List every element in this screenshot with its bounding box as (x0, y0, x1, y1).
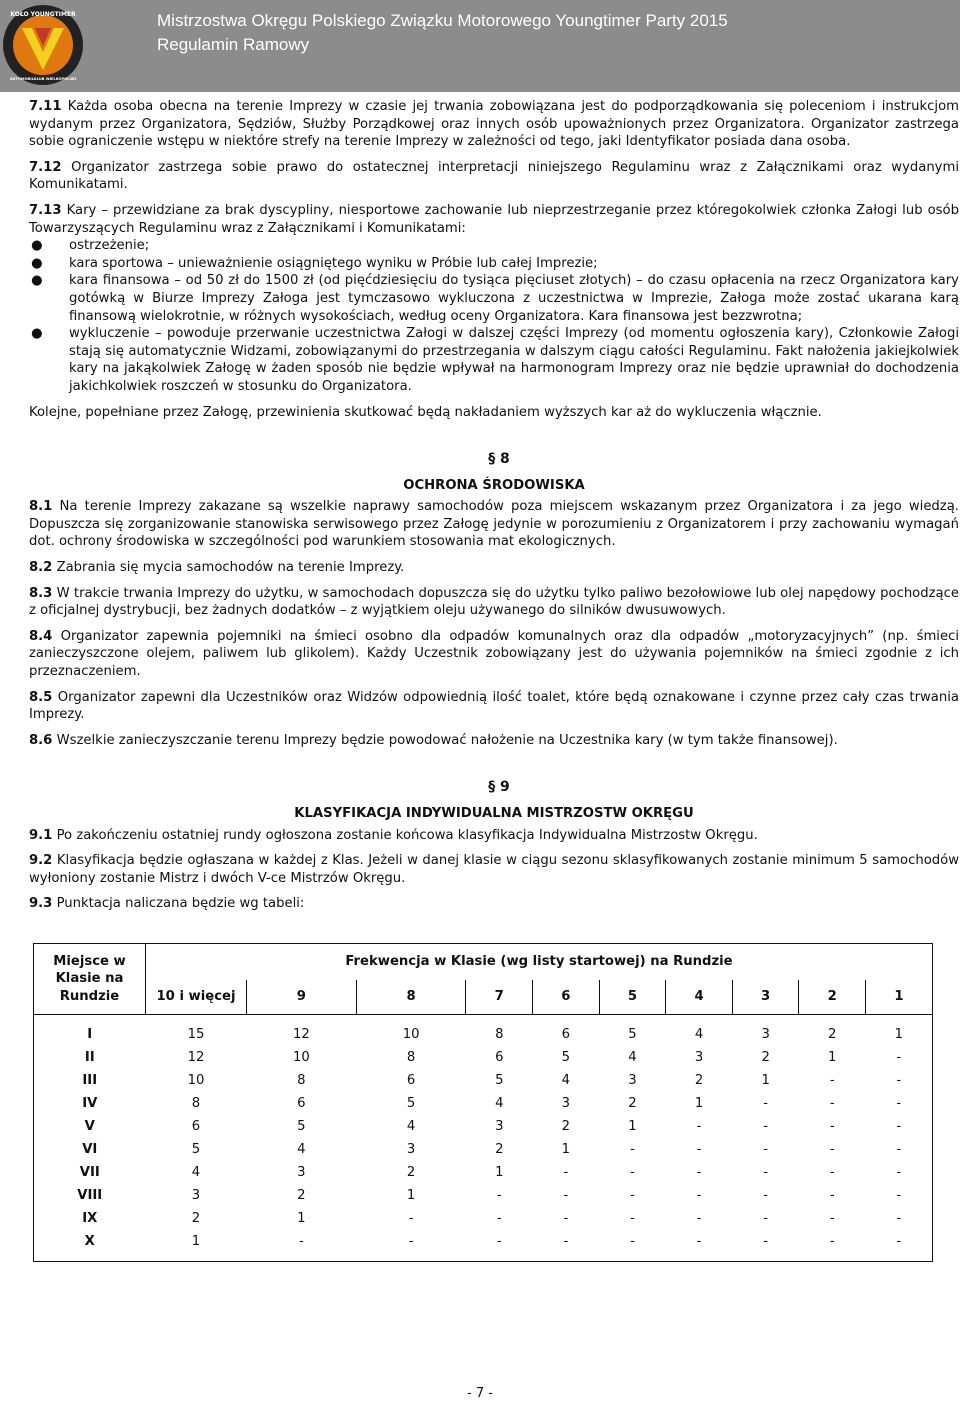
points-cell: - (298, 1233, 304, 1249)
points-cell: - (896, 1072, 902, 1088)
place-cell: VII (79, 1164, 100, 1180)
spacer-row (34, 1014, 933, 1023)
points-cell: 3 (694, 1049, 704, 1065)
points-cell: - (763, 1141, 769, 1157)
points-cell: - (829, 1164, 835, 1180)
points-cell: - (696, 1164, 702, 1180)
points-cell: 10 (187, 1072, 205, 1088)
title-line-1: Mistrzostwa Okręgu Polskiego Związku Motorowego Youngtimer Party 2015 (157, 11, 728, 30)
title-line-2: Regulamin Ramowy (157, 35, 310, 54)
points-cell: 2 (191, 1210, 201, 1226)
column-header: 2 (799, 980, 866, 1014)
points-cell: 4 (495, 1095, 504, 1111)
points-cell: 1 (297, 1210, 306, 1226)
table-row (34, 1138, 933, 1161)
points-cell: - (896, 1164, 902, 1180)
place-cell: VIII (77, 1187, 103, 1203)
table-row (34, 1184, 933, 1207)
bullet-icon: ● (31, 273, 43, 289)
points-cell: 1 (694, 1095, 704, 1111)
penalty-list (29, 237, 959, 395)
points-cell: 1 (191, 1233, 201, 1249)
points-cell: 1 (828, 1049, 837, 1065)
points-cell: 4 (297, 1141, 306, 1157)
points-cell: 5 (495, 1072, 504, 1088)
points-cell: 6 (561, 1026, 571, 1042)
points-cell: - (763, 1164, 769, 1180)
points-cell: - (408, 1210, 414, 1226)
column-header: 5 (599, 980, 666, 1014)
points-cell: - (896, 1210, 902, 1226)
points-cell: 3 (628, 1072, 637, 1088)
place-cell: VI (82, 1141, 98, 1157)
points-cell: 12 (292, 1026, 310, 1042)
points-cell: - (829, 1118, 835, 1134)
section-8-mark: § 8 (488, 451, 510, 468)
column-header-row (34, 980, 933, 1014)
points-cell: 2 (761, 1049, 770, 1065)
points-cell: - (829, 1095, 835, 1111)
points-cell: 15 (187, 1026, 205, 1042)
points-cell: 5 (561, 1049, 571, 1065)
table-row (34, 1069, 933, 1092)
points-cell: 1 (894, 1026, 903, 1042)
table-row (34, 1115, 933, 1138)
column-header: 1 (866, 980, 933, 1014)
closing-paragraph: Kolejne, popełniane przez Załogę, przewinienia skutkować będą nakładaniem wyższych kar aż do wykluczenia włącznie. (29, 404, 822, 420)
paragraph-9-3: 9.3 Punktacja naliczana będzie wg tabeli: (29, 896, 305, 912)
points-cell: 5 (297, 1118, 306, 1134)
column-header: 7 (466, 980, 533, 1014)
points-cell: 5 (406, 1095, 416, 1111)
points-cell: 5 (191, 1141, 201, 1157)
points-cell: - (896, 1233, 902, 1249)
spacer-row (34, 1253, 933, 1262)
points-cell: 3 (495, 1118, 504, 1134)
document-body (29, 98, 959, 1262)
paragraph-8-3: 8.3 W trakcie trwania Imprezy do użytku, w samochodach dopuszcza się do użytku tylko paliwo bezołowiowe lub olej napędowy pochodzące z oficjalnej dystrybucji, bez żadnych dodatków – z wyjątkiem oleju używanego do silników dwusuwowych. (29, 585, 959, 619)
points-cell: 3 (191, 1187, 201, 1203)
points-cell: - (563, 1233, 569, 1249)
points-cell: 8 (297, 1072, 306, 1088)
points-cell: 3 (297, 1164, 306, 1180)
points-cell: 1 (561, 1141, 571, 1157)
points-cell: 3 (406, 1141, 416, 1157)
list-item: ● wykluczenie – powoduje przerwanie uczestnictwa Załogi w dalszej części Imprezy (od momentu ogłoszenia kary), Członkowie Załogi stają się automatycznie Widzami, zobowiązanymi do przestrzegania w dalszym ciągu całości Regulaminu. Fakt nałożenia jakiejkolwiek kary na jakąkolwiek Załogę w żaden sposób nie będzie wpływał na harmonogram Imprezy oraz nie będzie uprawniał do dochodzenia jakichkolwiek roszczeń w stosunku do Organizatora. (31, 326, 959, 394)
points-cell: - (630, 1187, 635, 1203)
points-cell: 4 (694, 1026, 704, 1042)
table-row (34, 1046, 933, 1069)
table-row (34, 1207, 933, 1230)
points-cell: - (696, 1141, 702, 1157)
bullet-icon: ● (31, 238, 43, 254)
points-cell: 12 (187, 1049, 205, 1065)
points-cell: - (763, 1210, 769, 1226)
place-cell: I (87, 1026, 93, 1042)
table-row (34, 1161, 933, 1184)
points-cell: 1 (761, 1072, 770, 1088)
points-cell: - (696, 1210, 702, 1226)
points-cell: 2 (561, 1118, 571, 1134)
points-cell: - (829, 1233, 835, 1249)
row-header: Miejsce w Klasie na Rundzie (34, 943, 146, 1014)
points-cell: 10 (292, 1049, 310, 1065)
column-header: 9 (247, 980, 357, 1014)
points-cell: 1 (495, 1164, 504, 1180)
section-8-title: OCHRONA ŚRODOWISKA (403, 477, 585, 493)
points-cell: - (829, 1210, 835, 1226)
points-table (33, 943, 933, 1262)
points-cell: - (763, 1187, 769, 1203)
points-cell: 2 (628, 1095, 637, 1111)
points-cell: - (630, 1164, 635, 1180)
place-cell: IX (82, 1210, 98, 1226)
points-cell: 10 (402, 1026, 420, 1042)
bullet-icon: ● (31, 255, 43, 271)
bullet-icon: ● (31, 326, 43, 342)
points-cell: - (496, 1187, 502, 1203)
paragraph-7-12: 7.12 Organizator zastrzega sobie prawo do ostatecznej interpretacji niniejszego Regulaminu wraz z Załącznikami oraz wydanymi Komunikatami. (29, 159, 959, 193)
points-cell: - (696, 1187, 702, 1203)
points-cell: 4 (628, 1049, 637, 1065)
points-cell: - (763, 1118, 769, 1134)
points-cell: - (496, 1210, 502, 1226)
document-title (157, 9, 728, 57)
place-cell: IV (82, 1095, 98, 1111)
points-cell: 6 (297, 1095, 306, 1111)
points-cell: 2 (297, 1187, 306, 1203)
paragraph-7-13: 7.13 Kary – przewidziane za brak dyscypliny, niesportowe zachowanie lub nieprzestrzeganie przez któregokolwiek członka Załogi lub osób Towarzyszących Regulaminu wraz z Załącznikami i Komunikatami: (29, 202, 959, 236)
points-cell: 8 (406, 1049, 416, 1065)
points-cell: 8 (191, 1095, 201, 1111)
points-cell: 3 (761, 1026, 770, 1042)
points-cell: 4 (191, 1164, 201, 1180)
club-logo (2, 0, 84, 92)
points-cell: - (829, 1187, 835, 1203)
points-cell: 2 (406, 1164, 416, 1180)
column-header: 10 i więcej (146, 980, 247, 1014)
list-item: ● kara finansowa – od 50 zł do 1500 zł (od pięćdziesięciu do tysiąca pięciuset złotych) – do czasu opłacenia na rzecz Organizatora kary gotówką w Biurze Imprezy Załoga jest tymczasowo wykluczona z uczestnictwa w Imprezie, Załoga może zostać ukarana karą finansową wielokrotnie, w różnych wysokościach, według oceny Organizatora. Kara finansowa jest bezzwrotna; (31, 273, 959, 324)
points-cell: - (563, 1210, 569, 1226)
paragraph-9-2: 9.2 Klasyfikacja będzie ogłaszana w każdej z Klas. Jeżeli w danej klasie w ciągu sezonu sklasyfikowanych zostanie minimum 5 samochodów wyłoniony zostanie Mistrz i dwóch V-ce Mistrzów Okręgu. (29, 853, 959, 886)
points-cell: 2 (828, 1026, 837, 1042)
list-item: ● kara sportowa – unieważnienie osiągniętego wyniku w Próbie lub całej Imprezie; (31, 255, 598, 271)
points-cell: 1 (406, 1187, 416, 1203)
place-cell: V (84, 1118, 95, 1134)
svg-text:AUTOMOBILKLUB WIELKOPOLSKI: AUTOMOBILKLUB WIELKOPOLSKI (9, 77, 77, 81)
table-row (34, 1023, 933, 1046)
group-header: Frekwencja w Klasie (wg listy startowej) na Rundzie (146, 943, 933, 980)
points-cell: - (563, 1187, 569, 1203)
place-cell: II (84, 1049, 95, 1065)
points-cell: - (630, 1233, 635, 1249)
points-cell: 2 (694, 1072, 704, 1088)
points-cell: 5 (628, 1026, 637, 1042)
column-header: 8 (356, 980, 466, 1014)
points-cell: - (896, 1141, 902, 1157)
points-cell: - (496, 1233, 502, 1249)
points-cell: 4 (406, 1118, 416, 1134)
column-header: 4 (666, 980, 733, 1014)
page-header (0, 0, 960, 92)
points-cell: 1 (628, 1118, 637, 1134)
points-cell: 6 (495, 1049, 504, 1065)
column-header: 3 (732, 980, 799, 1014)
points-cell: - (696, 1233, 702, 1249)
points-cell: - (896, 1049, 902, 1065)
paragraph-8-2: 8.2 Zabrania się mycia samochodów na terenie Imprezy. (29, 560, 405, 576)
paragraph-8-6: 8.6 Wszelkie zanieczyszczanie terenu Imprezy będzie powodować nałożenie na Uczestnika kary (w tym także finansowej). (29, 732, 838, 748)
points-cell: - (829, 1072, 835, 1088)
points-cell: 4 (561, 1072, 571, 1088)
points-cell: - (829, 1141, 835, 1157)
points-table-body (34, 1014, 933, 1261)
points-cell: 6 (191, 1118, 201, 1134)
points-cell: - (763, 1233, 769, 1249)
points-cell: - (896, 1095, 902, 1111)
section-9-mark: § 9 (488, 779, 510, 796)
points-cell: 2 (495, 1141, 504, 1157)
paragraph-8-5: 8.5 Organizator zapewni dla Uczestników oraz Widzów odpowiednią ilość toalet, które będą oznakowane i czynne przez cały czas trwania Imprezy. (29, 689, 959, 723)
paragraph-9-1: 9.1 Po zakończeniu ostatniej rundy ogłoszona zostanie końcowa klasyfikacja Indywidualna Mistrzostw Okręgu. (29, 827, 758, 843)
column-header: 6 (533, 980, 600, 1014)
place-cell: III (82, 1072, 98, 1088)
points-cell: - (563, 1164, 569, 1180)
points-cell: - (896, 1187, 902, 1203)
paragraph-8-1: 8.1 Na terenie Imprezy zakazane są wszelkie naprawy samochodów poza miejscem wskazanym przez Organizatora i za jego wiedzą. Dopuszcza się zorganizowanie stanowiska serwisowego przez Załogę jedynie w porozumieniu z Organizatorem i przy zachowaniu wymagań dot. ochrony środowiska w szczególności pod warunkiem stosowania mat ekologicznych. (29, 499, 959, 550)
points-cell: - (763, 1095, 769, 1111)
svg-text:KOŁO YOUNGTIMER: KOŁO YOUNGTIMER (10, 11, 76, 18)
table-row (34, 1092, 933, 1115)
paragraph-7-11: 7.11 Każda osoba obecna na terenie Imprezy w czasie jej trwania zobowiązana jest do podporządkowania się poleceniom i instrukcjom wydanym przez Organizatora, Sędziów, Służby Porządkowej oraz innych osób upoważnionych przez Organizatora. Organizator zastrzega sobie ograniczenie wstępu w niektóre strefy na terenie Imprezy w zależności od tego, jaki Identyfikator posiada dana osoba. (29, 99, 959, 150)
place-cell: X (84, 1233, 95, 1249)
points-cell: - (696, 1118, 702, 1134)
points-cell: - (896, 1118, 902, 1134)
list-item: ● ostrzeżenie; (31, 238, 150, 254)
points-cell: 6 (406, 1072, 416, 1088)
points-cell: - (630, 1141, 635, 1157)
table-row (34, 1230, 933, 1253)
page-number: - 7 - (467, 1386, 493, 1401)
points-cell: 8 (495, 1026, 504, 1042)
section-9-title: KLASYFIKACJA INDYWIDUALNA MISTRZOSTW OKRĘGU (294, 806, 694, 821)
points-cell: 3 (561, 1095, 571, 1111)
paragraph-8-4: 8.4 Organizator zapewnia pojemniki na śmieci osobno dla odpadów komunalnych oraz dla odpadów „motoryzacyjnych” (np. śmieci zanieczyszczone olejem, paliwem lub glikolem). Każdy Uczestnik zobowiązany jest do używania pojemników na śmieci zgodnie z ich przeznaczeniem. (29, 628, 959, 680)
points-cell: - (408, 1233, 414, 1249)
points-cell: - (630, 1210, 635, 1226)
